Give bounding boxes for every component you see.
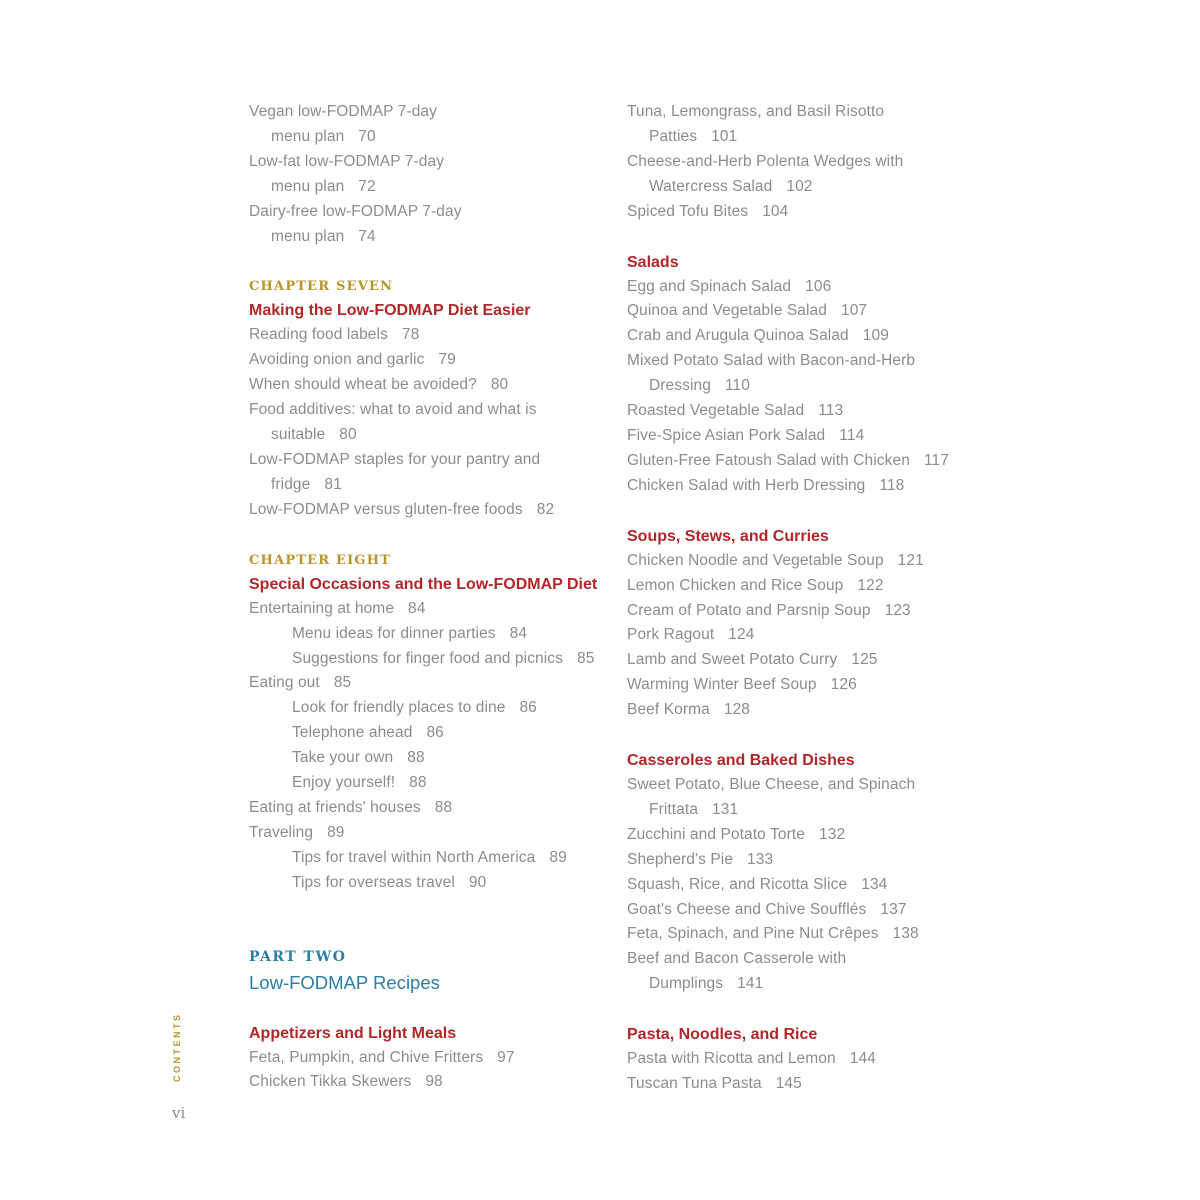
toc-entry[interactable]: Tuscan Tuna Pasta 145 <box>627 1075 802 1093</box>
toc-entry[interactable]: Dumplings 141 <box>649 975 764 993</box>
page-ref: 81 <box>324 475 342 493</box>
toc-entry[interactable]: Warming Winter Beef Soup 126 <box>627 676 857 694</box>
toc-entry[interactable]: Lamb and Sweet Potato Curry 125 <box>627 651 878 669</box>
toc-subentry[interactable]: Enjoy yourself! 88 <box>292 774 427 792</box>
page-ref: 125 <box>851 651 878 669</box>
toc-entry[interactable]: Zucchini and Potato Torte 132 <box>627 825 846 843</box>
toc-subentry[interactable]: Look for friendly places to dine 86 <box>292 699 537 717</box>
toc-entry[interactable]: Beef Korma 128 <box>627 701 751 719</box>
toc-entry[interactable]: Low-FODMAP versus gluten-free foods 82 <box>249 500 555 518</box>
toc-entry[interactable]: Frittata 131 <box>649 800 739 818</box>
page-ref: 80 <box>490 376 509 394</box>
page-number: vi <box>172 1104 186 1122</box>
page-ref: 79 <box>438 351 456 369</box>
toc-entry[interactable]: Chicken Salad with Herb Dressing 118 <box>627 476 905 494</box>
spacer <box>627 499 997 524</box>
toc-entry[interactable]: Five-Spice Asian Pork Salad 114 <box>627 426 865 444</box>
page-ref: 114 <box>839 426 865 444</box>
spacer <box>249 996 619 1021</box>
toc-entry[interactable]: Eating at friends' houses 88 <box>249 798 453 816</box>
toc-entry[interactable]: Tuna, Lemongrass, and Basil Risotto <box>627 103 885 120</box>
part-two-title[interactable]: Low-FODMAP Recipes <box>249 971 440 993</box>
page-ref: 106 <box>805 277 832 295</box>
spacer <box>627 225 997 250</box>
page-ref: 144 <box>849 1050 876 1068</box>
toc-entry[interactable]: Patties 101 <box>649 127 738 145</box>
section-title-salads[interactable]: Salads <box>627 253 679 271</box>
page-ref: 98 <box>425 1073 443 1091</box>
page-ref: 84 <box>509 624 528 642</box>
toc-entry[interactable]: Roasted Vegetable Salad 113 <box>627 402 844 420</box>
toc-entry[interactable]: fridge 81 <box>271 475 342 493</box>
page-ref: 89 <box>327 823 345 841</box>
spacer <box>627 723 997 748</box>
page-ref: 89 <box>549 848 567 866</box>
page-ref: 107 <box>840 302 868 320</box>
page-ref: 88 <box>409 774 427 792</box>
section-title-casseroles[interactable]: Casseroles and Baked Dishes <box>627 752 855 770</box>
page-ref: 138 <box>892 925 919 943</box>
toc-entry[interactable]: Watercress Salad 102 <box>649 177 813 195</box>
page-ref: 82 <box>536 500 555 518</box>
page-ref: 84 <box>408 599 426 617</box>
toc-subentry[interactable]: Tips for travel within North America 89 <box>292 848 567 866</box>
chapter-seven-label: CHAPTER SEVEN <box>249 279 394 295</box>
page-ref: 88 <box>434 798 453 816</box>
page-ref: 110 <box>724 377 750 395</box>
toc-entry[interactable]: Avoiding onion and garlic 79 <box>249 351 456 369</box>
toc-entry[interactable]: Pasta with Ricotta and Lemon 144 <box>627 1050 876 1068</box>
page-ref: 109 <box>862 327 889 345</box>
toc-entry[interactable]: Mixed Potato Salad with Bacon-and-Herb <box>627 352 916 370</box>
toc-subentry[interactable]: Suggestions for finger food and picnics 85 <box>292 649 595 667</box>
page-ref: 88 <box>407 749 425 767</box>
page-ref: 85 <box>333 674 352 692</box>
spacer <box>249 523 619 548</box>
toc-entry[interactable]: Vegan low-FODMAP 7-day <box>249 103 437 120</box>
toc-entry[interactable]: Cream of Potato and Parsnip Soup 123 <box>627 601 911 619</box>
page-ref: 102 <box>786 177 813 195</box>
toc-entry[interactable]: Lemon Chicken and Rice Soup 122 <box>627 576 884 594</box>
toc-entry[interactable]: Food additives: what to avoid and what is <box>249 401 537 419</box>
toc-entry[interactable]: Dressing 110 <box>649 377 750 395</box>
toc-subentry[interactable]: Telephone ahead 86 <box>292 724 444 742</box>
page-ref: 126 <box>830 676 857 694</box>
page-ref: 90 <box>468 873 487 891</box>
toc-subentry[interactable]: Tips for overseas travel 90 <box>292 873 487 891</box>
page-ref: 118 <box>879 476 905 494</box>
toc-left-column <box>249 100 619 1095</box>
toc-entry[interactable]: menu plan 74 <box>271 227 376 245</box>
page-ref: 137 <box>880 900 907 918</box>
toc-entry[interactable]: Sweet Potato, Blue Cheese, and Spinach <box>627 776 916 794</box>
toc-entry[interactable]: Gluten-Free Fatoush Salad with Chicken 117 <box>627 451 949 469</box>
page-ref: 72 <box>358 177 376 195</box>
page-ref: 86 <box>519 699 537 717</box>
page-ref: 80 <box>339 426 357 444</box>
page-ref: 141 <box>737 975 764 993</box>
page-ref: 121 <box>897 551 924 569</box>
toc-entry[interactable]: Low-FODMAP staples for your pantry and <box>249 450 541 468</box>
page-ref: 70 <box>358 127 376 145</box>
page-ref: 101 <box>711 127 738 145</box>
page-ref: 104 <box>762 202 789 220</box>
toc-entry[interactable]: Entertaining at home 84 <box>249 599 426 617</box>
toc-entry[interactable]: Egg and Spinach Salad 106 <box>627 277 832 295</box>
page-ref: 113 <box>818 402 844 420</box>
toc-entry[interactable]: When should wheat be avoided? 80 <box>249 376 509 394</box>
toc-entry[interactable]: Cheese-and-Herb Polenta Wedges with <box>627 152 904 170</box>
toc-right-column <box>627 100 997 1097</box>
chapter-seven-title[interactable]: Making the Low-FODMAP Diet Easier <box>249 302 531 320</box>
toc-entry[interactable]: menu plan 70 <box>271 127 376 145</box>
spacer <box>249 249 619 274</box>
toc-entry[interactable]: Crab and Arugula Quinoa Salad 109 <box>627 327 889 345</box>
toc-entry[interactable]: Chicken Tikka Skewers 98 <box>249 1073 443 1091</box>
toc-entry[interactable]: Squash, Rice, and Ricotta Slice 134 <box>627 875 888 893</box>
chapter-eight-title[interactable]: Special Occasions and the Low-FODMAP Diet <box>249 575 598 593</box>
page-ref: 133 <box>747 850 774 868</box>
page-ref: 117 <box>923 451 949 469</box>
section-title-pasta[interactable]: Pasta, Noodles, and Rice <box>627 1026 818 1044</box>
section-title-soups[interactable]: Soups, Stews, and Curries <box>627 527 829 545</box>
running-header-contents: CONTENTS <box>172 1012 182 1083</box>
page-ref: 85 <box>577 649 595 667</box>
page-ref: 128 <box>723 701 751 719</box>
spacer <box>249 896 619 944</box>
spacer <box>627 997 997 1022</box>
page-ref: 78 <box>401 326 420 344</box>
page-ref: 131 <box>712 800 739 818</box>
toc-entry[interactable]: Low-fat low-FODMAP 7-day <box>249 152 445 170</box>
toc-entry[interactable]: Quinoa and Vegetable Salad 107 <box>627 302 868 320</box>
part-two-label: PART TWO <box>249 948 347 965</box>
page-ref: 74 <box>358 227 376 245</box>
toc-entry[interactable]: Spiced Tofu Bites 104 <box>627 202 789 220</box>
toc-subentry[interactable]: Take your own 88 <box>292 749 425 767</box>
toc-entry[interactable]: Chicken Noodle and Vegetable Soup 121 <box>627 551 924 569</box>
chapter-eight-label: CHAPTER EIGHT <box>249 552 392 568</box>
toc-subentry[interactable]: Menu ideas for dinner parties 84 <box>292 624 528 642</box>
page-ref: 123 <box>884 601 911 619</box>
toc-entry[interactable]: Goat's Cheese and Chive Soufflés 137 <box>627 900 907 918</box>
page-ref: 145 <box>775 1075 802 1093</box>
toc-entry[interactable]: Shepherd's Pie 133 <box>627 850 774 868</box>
toc-entry[interactable]: Feta, Pumpkin, and Chive Fritters 97 <box>249 1048 515 1066</box>
page-ref: 86 <box>426 724 444 742</box>
toc-entry[interactable]: Pork Ragout 124 <box>627 626 755 644</box>
toc-entry[interactable]: Dairy-free low-FODMAP 7-day <box>249 202 462 220</box>
page-ref: 134 <box>861 875 888 893</box>
page-ref: 132 <box>819 825 846 843</box>
toc-entry[interactable]: Reading food labels 78 <box>249 326 420 344</box>
toc-entry[interactable]: Traveling 89 <box>249 823 345 841</box>
toc-entry[interactable]: Beef and Bacon Casserole with <box>627 950 847 968</box>
toc-entry[interactable]: suitable 80 <box>271 426 357 444</box>
page-ref: 122 <box>857 576 884 594</box>
page-ref: 97 <box>497 1048 515 1066</box>
section-title-appetizers[interactable]: Appetizers and Light Meals <box>249 1024 457 1042</box>
page-ref: 124 <box>728 626 755 644</box>
toc-entry[interactable]: menu plan 72 <box>271 177 376 195</box>
toc-entry[interactable]: Feta, Spinach, and Pine Nut Crêpes 138 <box>627 925 919 943</box>
toc-entry[interactable]: Eating out 85 <box>249 674 352 692</box>
